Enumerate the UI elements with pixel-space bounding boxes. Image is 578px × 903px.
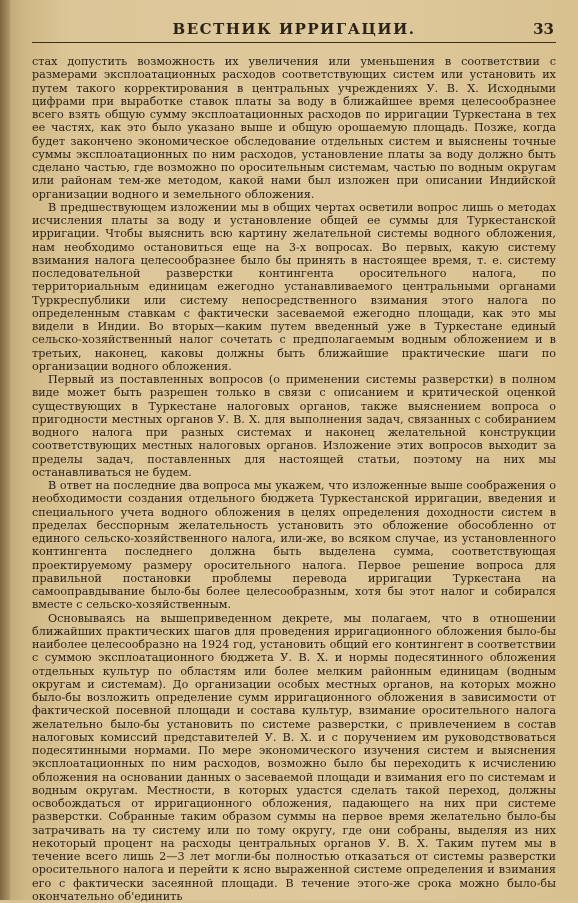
binding-gutter xyxy=(0,0,10,900)
paragraph: Первый из поставленных вопросов (о применении системы разверстки) в полном виде может быть разрешен только в связи с описанием и критической оценкой существующих в Туркестане налоговых органов, также выяснением вопроса о пригодности местных органов У. В. Х. для выполнения задач, связанных с собиранием водного налога при разных системах и наконец желательной конструкции соответствующих местных налоговых органов. Изложение этих вопросов выходит за пределы задач, поставленных для настоящей статьи, поэтому на них мы останавливаться не будем. xyxy=(32,373,556,479)
paragraph: стах допустить возможность их увеличения или уменьшения в соответствии с размерами эксплоатационных расходов соответствующих систем или установить их путем такого корректирования в центральных учреждениях У. В. Х. Исходными цифрами при выработке ставок платы за воду в ближайшее время целесообразнее всего взять общую сумму эксплоатационных расходов по ирригации Туркестана в тех ее частях, как это было указано выше и общую орошаемую площадь. Позже, когда будет закончено экономическое обследование отдельных систем и выяснены точные суммы эксплоатационных по ним расходов, установление платы за воду должно быть сделано частью, где возможно по оросительным системам, частью по водным округам или районам тем-же методом, какой нами был изложен при описании Индийской организации водного и земельного обложения. xyxy=(32,55,556,201)
running-header xyxy=(32,16,556,43)
article-body xyxy=(32,55,556,903)
page-number: 33 xyxy=(533,20,554,38)
journal-title: ВЕСТНИК ИРРИГАЦИИ. xyxy=(32,20,556,38)
paragraph: В ответ на последние два вопроса мы укажем, что изложенные выше соображения о необходимости создания отдельного бюджета Туркестанской ирригации, введения и специального учета водного обложения в целях определения доходности систем в пределах бесспорным желательность установить это обложение обособленно от единого сельско-хозяйственного налога, или-же, во всяком случае, из установленного контингента последнего должна быть выделена сумма, соответствующая проектируемому размеру оросительного налога. Первое решение вопроса для правильной постановки проблемы перевода ирригации Туркестана на самооправдывание было-бы более целесообразным, хотя бы этот налог и собирался вместе с сельско-хозяйственным. xyxy=(32,479,556,612)
paragraph: В предшествующем изложении мы в общих чертах осветили вопрос лишь о методах исчисления платы за воду и установление общей ее суммы для Туркестанской ирригации. Чтобы выяснить всю картину желательной системы водного обложения, нам необходимо остановиться еще на 3-х вопросах. Во первых, какую систему взимания налога целесообразнее было бы принять в настоящее время, т. е. систему последовательной разверстки контингента оросительного налога, по территориальным единицам ежегодно устанавливаемого центральными органами Туркреспублики или систему непосредственного взимания этого налога по определенным ставкам с фактически засеваемой ежегодно площади, как это мы видели в Индии. Во вторых—каким путем введенный уже в Туркестане единый сельско-хозяйственный налог сочетать с предполагаемым водным обложением и в третьих, наконец, каковы должны быть ближайшие практические шаги по организации водного обложения. xyxy=(32,201,556,373)
paragraph: Основываясь на вышеприведенном декрете, мы полагаем, что в отношении ближайших практических шагов для проведения ирригационного обложения было-бы наиболее целесообразно на 1924 год, установить общий его контингент в соответствии с суммою эксплоатационного бюджета У. В. Х. и нормы подесятинного обложения отдельных культур по областям или более мелким районным единицам (водным округам и системам). До организации особых местных органов, на которых можно было-бы возложить определение сумм ирригационного обложения в зависимости от фактической посевной площади и состава культур, взимание оросительного налога желательно было-бы установить по системе разверстки, с привлечением в состав налоговых комиссий представителей У. В. Х. и с поручением им руководствоваться подесятинными нормами. По мере экономического изучения систем и выяснения эксплоатационных по ним расходов, возможно было бы переходить к исчислению обложения на основании данных о засеваемой площади и взимания его по системам и водным округам. Местности, в которых удастся сделать такой переход, должны освобождаться от ирригационного обложения, падающего на них при системе разверстки. Собранные таким образом суммы на первое время желательно было-бы затрачивать на ту систему или по тому округу, где они собраны, выделяя из них некоторый процент на расходы центральных органов У. В. Х. Таким путем мы в течение всего лишь 2—3 лет могли-бы полностью отказаться от системы разверстки оросительного налога и перейти к ясно выраженной системе определения и взимания его с фактически засеянной площади. В течение этого-же срока можно было-бы окончательно об'единить xyxy=(32,612,556,903)
